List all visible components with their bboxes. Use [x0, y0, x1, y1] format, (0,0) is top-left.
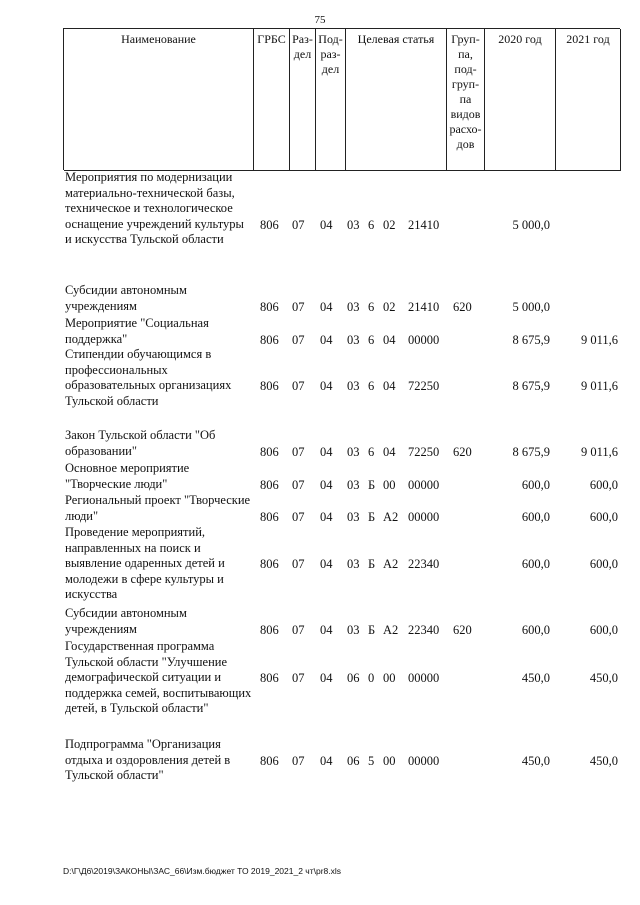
header-grbs: ГРБС — [254, 29, 290, 171]
cell-vr: 620 — [453, 622, 472, 637]
cell-t4: 00000 — [408, 753, 440, 768]
cell-t4: 22340 — [408, 622, 440, 637]
cell-rz: 07 — [292, 444, 305, 459]
cell-grbs: 806 — [260, 622, 279, 637]
cell-grbs: 806 — [260, 477, 279, 492]
cell-t3: 02 — [383, 217, 396, 232]
row-name: Субсидии автономным учреждениям — [65, 606, 187, 636]
row-name: Субсидии автономным учреждениям — [65, 283, 187, 313]
header-razdel-line: дел — [293, 47, 312, 61]
cell-pr: 04 — [320, 509, 333, 524]
cell-v2020: 8 675,9 — [512, 379, 550, 393]
cell-t4: 72250 — [408, 379, 440, 393]
cell-t3: 02 — [383, 299, 396, 314]
cell-t3: 04 — [383, 444, 396, 459]
cell-v2021: 450,0 — [589, 753, 618, 768]
cell-pr: 04 — [320, 379, 333, 393]
row-name: Региональный проект "Творческие люди" — [65, 493, 251, 523]
cell-t2: Б — [368, 509, 376, 524]
header-2021: 2021 год — [556, 29, 621, 171]
cell-pr: 04 — [320, 753, 333, 768]
row-name: Мероприятие "Социальная поддержка" — [65, 316, 209, 346]
cell-v2021: 9 011,6 — [580, 444, 618, 459]
cell-rz: 07 — [292, 671, 305, 685]
cell-t2: Б — [368, 477, 376, 492]
cell-v2020: 5 000,0 — [512, 299, 550, 314]
cell-t4: 22340 — [408, 557, 440, 571]
cell-t2: 6 — [368, 332, 375, 347]
cell-pr: 04 — [320, 557, 333, 571]
cell-rz: 07 — [292, 299, 305, 314]
cell-pr: 04 — [320, 477, 333, 492]
header-razdel-line: Раз- — [292, 32, 313, 46]
header-podrazdel-line: дел — [321, 62, 340, 76]
cell-v2021: 600,0 — [589, 622, 618, 637]
cell-v2021: 9 011,6 — [580, 332, 618, 347]
cell-t4: 21410 — [408, 217, 440, 232]
cell-v2020: 8 675,9 — [512, 444, 550, 459]
cell-t1: 06 — [347, 753, 360, 768]
cell-t1: 03 — [347, 332, 360, 347]
cell-t3: 00 — [383, 477, 396, 492]
cell-t4: 00000 — [408, 671, 440, 685]
cell-v2021: 600,0 — [589, 509, 618, 524]
cell-t1: 03 — [347, 622, 360, 637]
cell-t2: 6 — [368, 444, 375, 459]
header-podrazdel-line: раз- — [320, 47, 341, 61]
cell-t1: 03 — [347, 299, 360, 314]
cell-t2: 5 — [368, 753, 375, 768]
row-name: Основное мероприятие "Творческие люди" — [65, 461, 190, 491]
cell-t2: Б — [368, 622, 376, 637]
cell-grbs: 806 — [260, 671, 279, 685]
cell-rz: 07 — [292, 477, 305, 492]
page-number: 75 — [314, 14, 326, 26]
cell-grbs: 806 — [260, 557, 279, 571]
cell-rz: 07 — [292, 557, 305, 571]
cell-t3: 04 — [383, 379, 396, 393]
header-gruppa-line: груп- — [451, 77, 480, 91]
cell-pr: 04 — [320, 217, 333, 232]
cell-v2020: 600,0 — [521, 509, 550, 524]
cell-vr: 620 — [453, 444, 472, 459]
cell-t4: 72250 — [408, 444, 440, 459]
table-header — [63, 28, 620, 170]
cell-v2020: 450,0 — [521, 671, 550, 685]
cell-rz: 07 — [292, 217, 305, 232]
cell-pr: 04 — [320, 444, 333, 459]
header-gruppa — [447, 29, 485, 171]
cell-t1: 06 — [347, 671, 360, 685]
cell-t2: 6 — [368, 299, 375, 314]
row-name: Проведение мероприятий, направленных на поиск и выявление одаренных детей и молодежи в сфере культуры и искусства — [65, 525, 225, 601]
cell-v2021: 9 011,6 — [580, 379, 618, 393]
header-razdel — [290, 29, 316, 171]
cell-v2020: 450,0 — [521, 753, 550, 768]
cell-grbs: 806 — [260, 217, 279, 232]
cell-v2020: 600,0 — [521, 622, 550, 637]
row-name: Подпрограмма "Организация отдыха и оздоровления детей в Тульской области" — [65, 737, 231, 782]
cell-v2020: 5 000,0 — [512, 217, 550, 232]
cell-t2: Б — [368, 557, 376, 571]
header-gruppa-line: под- — [454, 62, 477, 76]
header-gruppa-line: расхо- — [449, 122, 482, 136]
cell-t2: 6 — [368, 379, 375, 393]
cell-v2020: 8 675,9 — [512, 332, 550, 347]
cell-t2: 0 — [368, 671, 375, 685]
cell-v2021: 600,0 — [589, 477, 618, 492]
cell-t3: 00 — [383, 753, 396, 768]
cell-rz: 07 — [292, 332, 305, 347]
header-gruppa-line: па — [459, 92, 472, 106]
cell-pr: 04 — [320, 332, 333, 347]
cell-t1: 03 — [347, 477, 360, 492]
cell-t3: 00 — [383, 671, 396, 685]
cell-v2021: 450,0 — [589, 671, 618, 685]
cell-grbs: 806 — [260, 753, 279, 768]
cell-rz: 07 — [292, 509, 305, 524]
header-name: Наименование — [64, 29, 254, 171]
cell-grbs: 806 — [260, 332, 279, 347]
cell-t1: 03 — [347, 379, 360, 393]
cell-t3: А2 — [383, 622, 399, 637]
cell-t3: А2 — [383, 557, 399, 571]
cell-t4: 00000 — [408, 477, 440, 492]
header-gruppa-line: Груп- — [451, 32, 480, 46]
cell-grbs: 806 — [260, 379, 279, 393]
cell-t3: 04 — [383, 332, 396, 347]
cell-t4: 21410 — [408, 299, 440, 314]
header-gruppa-line: па, — [458, 47, 473, 61]
cell-rz: 07 — [292, 622, 305, 637]
header-gruppa-line: видов — [450, 107, 481, 121]
file-path-footer: D:\Г\Д6\2019\ЗАКОНЫ\ЗАС_66\Изм.бюджет ТО 2019_2021_2 чт\pr8.xls — [63, 866, 342, 876]
cell-rz: 07 — [292, 379, 305, 393]
cell-t2: 6 — [368, 217, 375, 232]
cell-t1: 03 — [347, 509, 360, 524]
cell-t1: 03 — [347, 557, 360, 571]
cell-v2021: 600,0 — [589, 557, 618, 571]
row-name: Стипендии обучающимся в профессиональных образовательных организациях Тульской области — [65, 347, 232, 408]
cell-pr: 04 — [320, 299, 333, 314]
cell-v2020: 600,0 — [521, 557, 550, 571]
cell-t4: 00000 — [408, 509, 440, 524]
cell-v2020: 600,0 — [521, 477, 550, 492]
cell-t1: 03 — [347, 444, 360, 459]
cell-t1: 03 — [347, 217, 360, 232]
header-2020: 2020 год — [485, 29, 556, 171]
cell-rz: 07 — [292, 753, 305, 768]
header-podrazdel — [316, 29, 346, 171]
row-name: Мероприятия по модернизации материально-технической базы, техническое и технологическое оснащение учреждений культуры и искусства Тульской области — [65, 170, 244, 246]
cell-grbs: 806 — [260, 509, 279, 524]
header-gruppa-line: дов — [456, 137, 475, 151]
cell-t3: А2 — [383, 509, 399, 524]
row-name: Государственная программа Тульской области "Улучшение демографической ситуации и поддержка семей, воспитывающих детей, в Тульской области" — [65, 639, 252, 715]
header-podrazdel-line: Под- — [318, 32, 343, 46]
cell-t4: 00000 — [408, 332, 440, 347]
cell-vr: 620 — [453, 299, 472, 314]
cell-grbs: 806 — [260, 444, 279, 459]
cell-pr: 04 — [320, 622, 333, 637]
row-name: Закон Тульской области "Об образовании" — [65, 428, 216, 458]
cell-grbs: 806 — [260, 299, 279, 314]
header-tselevaya: Целевая статья — [346, 29, 447, 171]
cell-pr: 04 — [320, 671, 333, 685]
